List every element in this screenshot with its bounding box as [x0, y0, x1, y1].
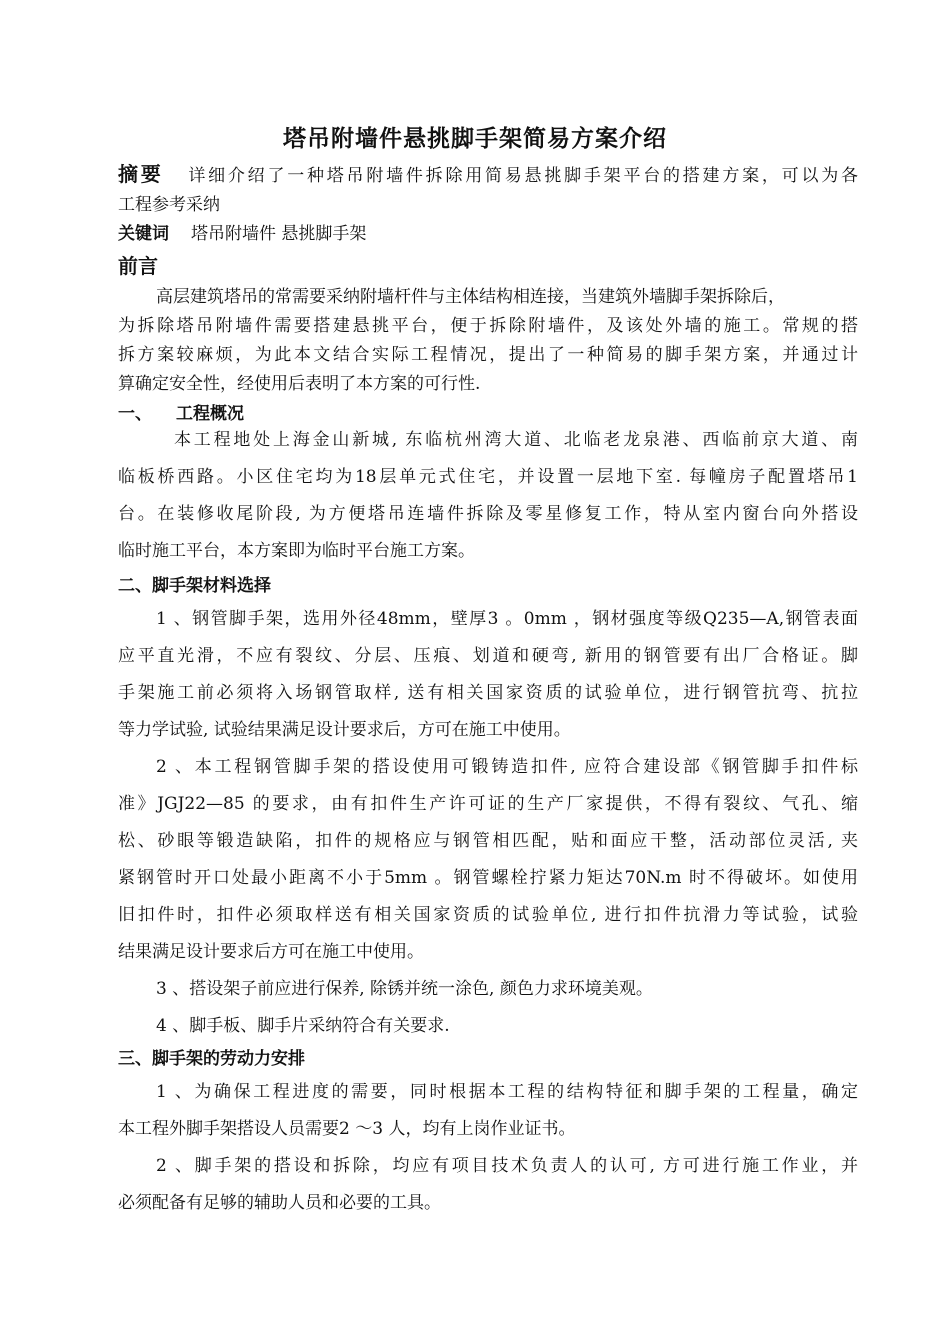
preface-line: 为拆除塔吊附墙件需要搭建悬挑平台，便于拆除附墙件，及该处外墙的施工。常规的搭 [118, 316, 858, 336]
section1-line: 本工程地处上海金山新城, 东临杭州湾大道、北临老龙泉港、西临前京大道、南 [174, 430, 858, 450]
section2-p1-line: 手架施工前必须将入场钢管取样, 送有相关国家资质的试验单位，进行钢管抗弯、抗拉 [118, 683, 858, 703]
section1-line: 台。在装修收尾阶段, 为方便塔吊连墙件拆除及零星修复工作，特从室内窗台向外搭设 [118, 504, 858, 524]
section2-heading: 二、脚手架材料选择 [118, 576, 271, 596]
section3-p1-line: 1 、为确保工程进度的需要，同时根据本工程的结构特征和脚手架的工程量，确定 [156, 1082, 858, 1102]
keywords-label: 关键词 [118, 224, 169, 244]
document-title: 塔吊附墙件悬挑脚手架简易方案介绍 [283, 125, 667, 152]
section1-number: 一、 [118, 404, 152, 424]
section1-line: 临板桥西路。小区住宅均为18层单元式住宅，并设置一层地下室. 每幢房子配置塔吊1 [118, 467, 858, 487]
section2-p4: 4 、脚手板、脚手片采纳符合有关要求. [156, 1016, 450, 1036]
section1-title: 工程概况 [176, 404, 244, 424]
abstract-line-2: 工程参考采纳 [118, 195, 220, 215]
section2-p1-line: 应平直光滑，不应有裂纹、分层、压痕、划道和硬弯, 新用的钢管要有出厂合格证。脚 [118, 646, 858, 666]
abstract-label: 摘要 [118, 162, 164, 186]
preface-heading: 前言 [118, 254, 158, 278]
preface-line: 高层建筑塔吊的常需要采纳附墙杆件与主体结构相连接，当建筑外墙脚手架拆除后， [156, 287, 785, 307]
preface-line: 拆方案较麻烦，为此本文结合实际工程情况，提出了一种简易的脚手架方案，并通过计 [118, 345, 858, 365]
section3-p2-line: 必须配备有足够的辅助人员和必要的工具。 [118, 1193, 441, 1213]
preface-line: 算确定安全性，经使用后表明了本方案的可行性. [118, 374, 481, 394]
section2-p1-line: 1 、钢管脚手架，选用外径48mm，壁厚3 。0mm ，钢材强度等级Q235—A,钢管表面 [156, 609, 858, 629]
keywords-line [118, 222, 858, 246]
section2-p2-line: 旧扣件时，扣件必须取样送有相关国家资质的试验单位, 进行扣件抗滑力等试验，试验 [118, 905, 858, 925]
section2-p1-line: 等力学试验, 试验结果满足设计要求后，方可在施工中使用。 [118, 720, 571, 740]
section1-line: 临时施工平台，本方案即为临时平台施工方案。 [118, 541, 475, 561]
section3-p2-line: 2 、脚手架的搭设和拆除，均应有项目技术负责人的认可, 方可进行施工作业，并 [156, 1156, 858, 1176]
section2-p2-line: 紧钢管时开口处最小距离不小于5mm 。钢管螺栓拧紧力矩达70N.m 时不得破坏。如使用 [118, 868, 858, 888]
abstract-line-1 [118, 162, 858, 188]
section1-heading [118, 402, 858, 426]
section3-p1-line: 本工程外脚手架搭设人员需要2 ～3 人，均有上岗作业证书。 [118, 1119, 576, 1139]
keywords-text: 塔吊附墙件 悬挑脚手架 [191, 224, 367, 244]
abstract-text-1: 详细介绍了一种塔吊附墙件拆除用简易悬挑脚手架平台的搭建方案，可以为各 [185, 166, 859, 186]
section2-p2-line: 准》JGJ22—85 的要求，由有扣件生产许可证的生产厂家提供，不得有裂纹、气孔、缩 [118, 794, 858, 814]
section2-p2-line: 结果满足设计要求后方可在施工中使用。 [118, 942, 424, 962]
section3-heading: 三、脚手架的劳动力安排 [118, 1049, 305, 1069]
section2-p2-line: 2 、本工程钢管脚手架的搭设使用可锻铸造扣件, 应符合建设部《钢管脚手扣件标 [156, 757, 858, 777]
section2-p2-line: 松、砂眼等锻造缺陷，扣件的规格应与钢管相匹配，贴和面应干整，活动部位灵活, 夹 [118, 831, 858, 851]
section2-p3: 3 、搭设架子前应进行保养, 除锈并统一涂色, 颜色力求环境美观。 [156, 979, 653, 999]
